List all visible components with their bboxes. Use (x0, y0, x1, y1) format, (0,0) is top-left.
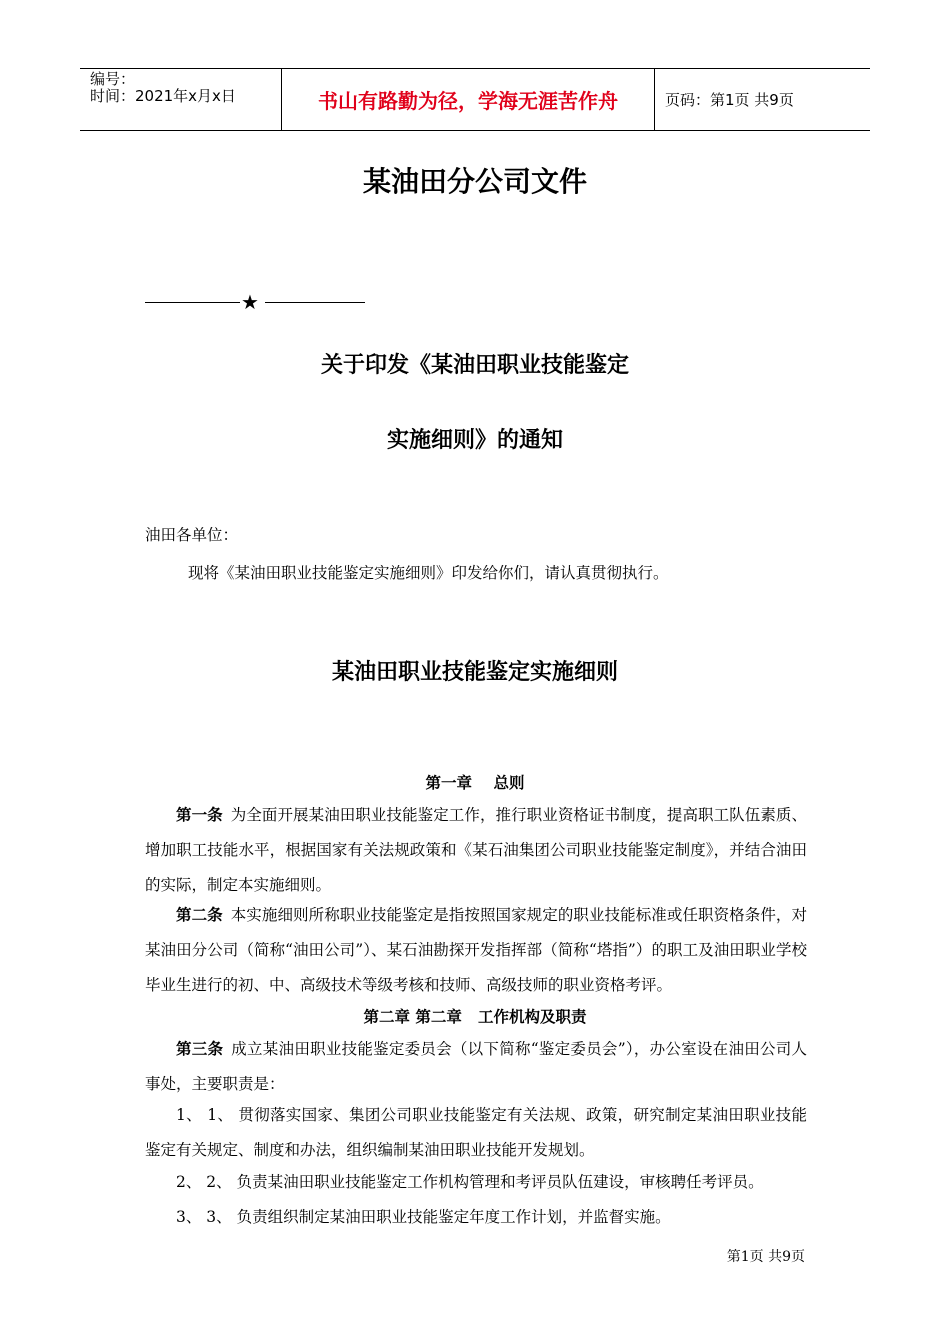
issuer-title: 某油田分公司文件 (362, 165, 587, 198)
rules-title: 某油田职业技能鉴定实施细则 (331, 660, 618, 685)
star-divider (145, 290, 365, 314)
divider-line-left (145, 302, 240, 303)
header-motto: 书山有路勤为径，学海无涯苦作舟 (282, 69, 655, 130)
notice-title-line1: 关于印发《某油田职业技能鉴定 (320, 353, 629, 378)
intro-paragraph: 现将《某油田职业技能鉴定实施细则》印发给你们，请认真贯彻执行。 (188, 564, 669, 582)
article-3-label: 第三条 (176, 1040, 224, 1058)
article-2-label: 第二条 (176, 906, 223, 924)
divider-line-right (265, 302, 365, 303)
date-label: 时间：2021年x月x日 (90, 87, 236, 105)
salutation: 油田各单位： (145, 526, 239, 544)
article-1-label: 第一条 (176, 806, 223, 824)
article-3-text: 成立某油田职业技能鉴定委员会（以下简称“鉴定委员会”），办公室设在油田公司人事处，主要职责是： (145, 1040, 807, 1093)
header-page-label: 页码：第1页 共9页 (665, 91, 794, 109)
article-1-text: 为全面开展某油田职业技能鉴定工作，推行职业资格证书制度，提高职工队伍素质、增加职工技能水平，根据国家有关法规政策和《某石油集团公司职业技能鉴定制度》，并结合油田的实际，制定本实施细则。 (145, 806, 807, 894)
number-label: 编号： (90, 70, 136, 88)
list-item-3: 3、 3、 负责组织制定某油田职业技能鉴定年度工作计划，并监督实施。 (176, 1208, 671, 1226)
chapter-2-heading: 第二章 第二章 工作机构及职责 (363, 1008, 587, 1026)
article-3 (145, 1032, 807, 1102)
article-2-text: 本实施细则所称职业技能鉴定是指按照国家规定的职业技能标准或任职资格条件，对某油田分公司（简称“油田公司”）、某石油勘探开发指挥部（简称“塔指”）的职工及油田职业学校毕业生进行的初、中、高级技术等级考核和技师、高级技师的职业资格考评。 (145, 906, 807, 994)
article-1 (145, 798, 807, 903)
chapter-1-heading: 第一章 总则 (425, 774, 525, 792)
notice-title-line2: 实施细则》的通知 (386, 428, 563, 453)
article-2 (145, 898, 807, 1003)
star-icon: ★ (241, 290, 259, 314)
list-item-2: 2、 2、 负责某油田职业技能鉴定工作机构管理和考评员队伍建设，审核聘任考评员。 (176, 1173, 764, 1191)
header-table (80, 68, 870, 131)
header-meta-cell (80, 69, 282, 130)
list-item-1: 1、 1、 贯彻落实国家、集团公司职业技能鉴定有关法规、政策，研究制定某油田职业技能鉴定有关规定、制度和办法，组织编制某油田职业技能开发规划。 (145, 1106, 807, 1159)
page-footer: 第1页 共9页 (726, 1249, 805, 1265)
